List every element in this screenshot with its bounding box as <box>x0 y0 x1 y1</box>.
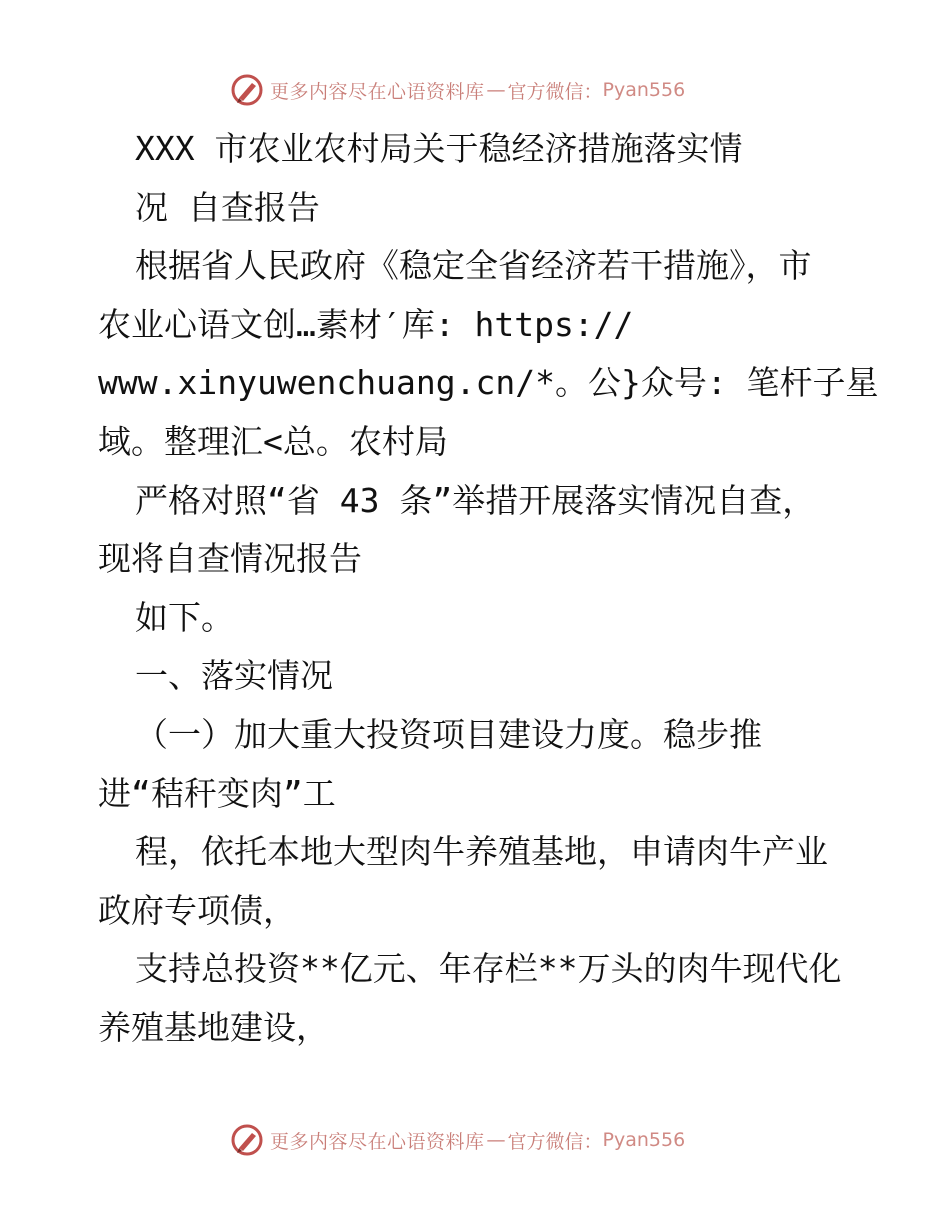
paragraph-line: 支持总投资**亿元、年存栏**万头的肉牛现代化 <box>135 949 842 989</box>
footer-banner[interactable] <box>230 1120 730 1160</box>
banner-wechat-label: 官方微信： <box>507 1130 603 1153</box>
paragraph-line: 养殖基地建设， <box>98 1007 329 1047</box>
pen-logo-icon <box>230 73 264 107</box>
banner-separator: — <box>486 79 506 101</box>
paragraph-line: 农业心语文创…素材′库: https:// <box>98 304 634 344</box>
paragraph-line: 严格对照“省 43 条”举措开展落实情况自查， <box>135 480 816 520</box>
paragraph-line: www.xinyuwenchuang.cn/*。公}众号: 笔杆子星 <box>98 363 879 403</box>
banner-wechat-id: Pyan556 <box>602 79 686 101</box>
banner-separator: — <box>486 1129 506 1151</box>
paragraph-line: 现将自查情况报告 <box>98 539 362 579</box>
paragraph-line: 域。整理汇<总。农村局 <box>98 421 448 461</box>
document-body <box>98 120 879 1058</box>
banner-wechat-id: Pyan556 <box>602 1129 686 1151</box>
paragraph-line: 根据省人民政府《稳定全省经济若干措施》，市 <box>135 246 812 286</box>
pen-logo-icon <box>230 1123 264 1157</box>
title-line-2: 况 自查报告 <box>135 187 320 227</box>
header-banner[interactable] <box>230 70 730 110</box>
paragraph-line: 进“秸秆变肉”工 <box>98 773 336 813</box>
banner-slogan: 更多内容尽在心语资料库 <box>270 1130 485 1153</box>
banner-wechat-label: 官方微信： <box>507 80 603 103</box>
title-line-1: XXX 市农业农村局关于稳经济措施落实情 <box>135 129 743 168</box>
section-heading: 一、落实情况 <box>135 656 333 696</box>
paragraph-line: 程，依托本地大型肉牛养殖基地，申请肉牛产业 <box>135 832 828 872</box>
paragraph-line: 政府专项债， <box>98 890 296 930</box>
paragraph-line: 如下。 <box>135 597 234 637</box>
subsection-heading: （一）加大重大投资项目建设力度。稳步推 <box>135 714 762 754</box>
banner-slogan: 更多内容尽在心语资料库 <box>270 80 485 103</box>
